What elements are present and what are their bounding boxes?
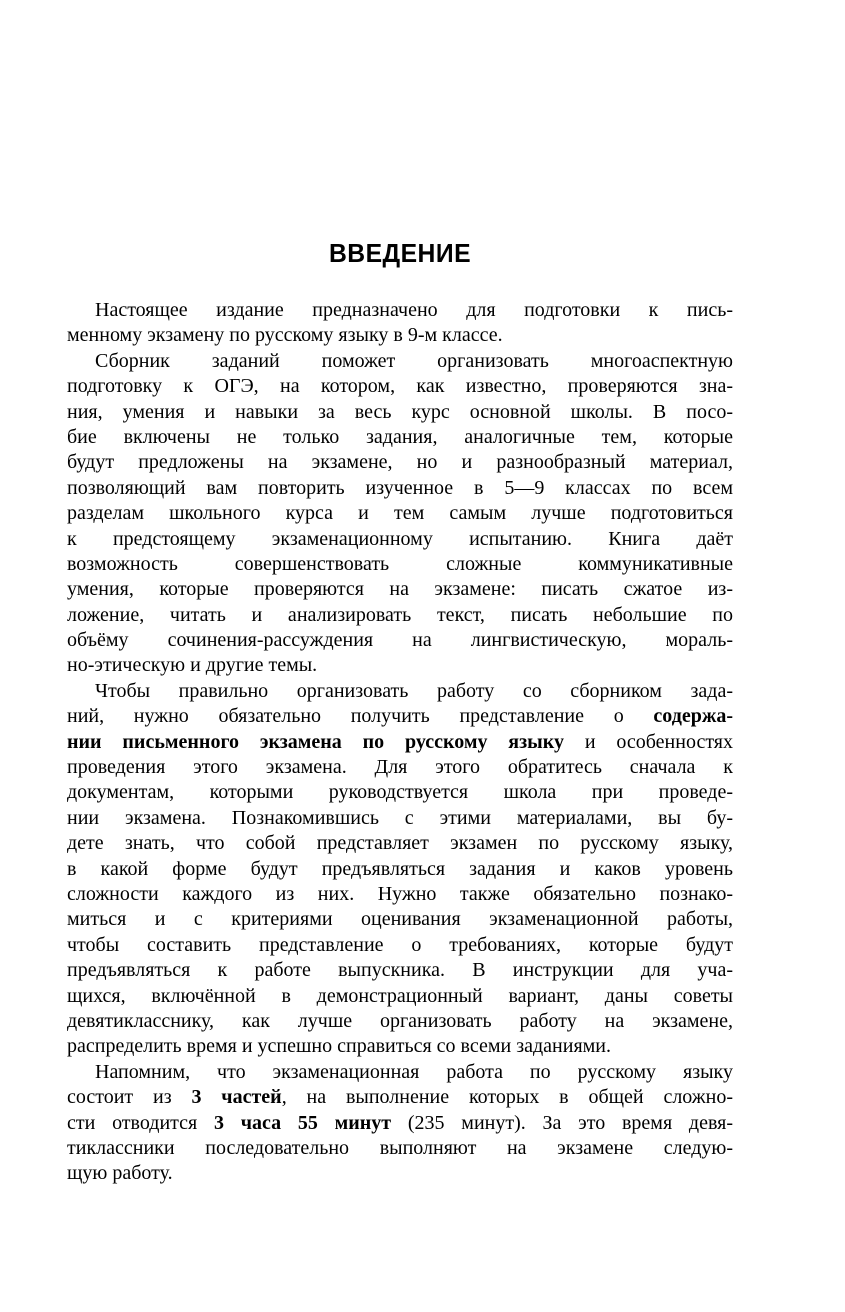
regular-text: позволяющий вам повторить изученное в 5—9 классах по всем xyxy=(67,476,733,499)
page-title: ВВЕДЕНИЕ xyxy=(328,238,472,268)
paragraph xyxy=(67,1060,733,1187)
text-line xyxy=(67,933,733,958)
text-line xyxy=(67,628,733,653)
regular-text: состоит из xyxy=(67,1086,192,1109)
body-text xyxy=(67,298,733,1187)
paragraph xyxy=(67,679,733,1060)
regular-text: миться и с критериями оценивания экзаменационной работы, xyxy=(67,908,733,931)
regular-text: распределить время и успешно справиться со всеми заданиями. xyxy=(67,1035,612,1058)
regular-text: сложности каждого из них. Нужно также обязательно познако- xyxy=(67,882,733,905)
bold-text: 3 часа 55 минут xyxy=(213,1111,392,1134)
text-line xyxy=(67,882,733,907)
regular-text: но-этическую и другие темы. xyxy=(67,654,318,677)
regular-text: дете знать, что собой представляет экзамен по русскому языку, xyxy=(67,832,733,855)
text-line xyxy=(67,806,733,831)
text-line xyxy=(67,730,733,755)
text-line xyxy=(67,552,733,577)
bold-text: содержа- xyxy=(653,705,733,728)
text-line xyxy=(67,603,733,628)
text-line xyxy=(67,1111,733,1136)
bold-text: 3 частей xyxy=(191,1086,282,1109)
regular-text: чтобы составить представление о требованиях, которые будут xyxy=(67,933,733,956)
regular-text: Чтобы правильно организовать работу со сборником зада- xyxy=(95,679,733,702)
bold-text: нии письменного экзамена по русскому языку xyxy=(67,730,565,753)
regular-text: , на выполнение которых в общей сложно- xyxy=(281,1086,733,1109)
text-line xyxy=(67,577,733,602)
regular-text: Настоящее издание предназначено для подготовки к пись- xyxy=(95,299,733,321)
text-line xyxy=(67,679,733,704)
text-line xyxy=(67,298,733,323)
text-line xyxy=(67,755,733,780)
regular-text: щихся, включённой в демонстрационный вариант, даны советы xyxy=(67,984,733,1007)
regular-text: Напомним, что экзаменационная работа по русскому языку xyxy=(95,1060,733,1083)
regular-text: менному экзамену по русскому языку в 9-м классе. xyxy=(67,324,503,347)
regular-text: и особенностях xyxy=(564,730,733,753)
regular-text: документам, которыми руководствуется школа при проведе- xyxy=(67,781,733,804)
text-line xyxy=(67,984,733,1009)
text-line xyxy=(67,1009,733,1034)
regular-text: Сборник заданий поможет организовать многоаспектную xyxy=(95,349,733,372)
text-line xyxy=(67,527,733,552)
regular-text: ний, нужно обязательно получить представление о xyxy=(67,705,654,728)
regular-text: сти отводится xyxy=(67,1111,214,1134)
text-line xyxy=(67,1161,733,1186)
regular-text: ложение, читать и анализировать текст, писать небольшие по xyxy=(67,603,733,626)
text-line xyxy=(67,476,733,501)
regular-text: возможность совершенствовать сложные коммуникативные xyxy=(67,552,733,575)
paragraph xyxy=(67,298,733,349)
text-line xyxy=(67,349,733,374)
text-line xyxy=(67,780,733,805)
text-line xyxy=(67,1060,733,1085)
text-line xyxy=(67,907,733,932)
regular-text: к предстоящему экзаменационному испытанию. Книга даёт xyxy=(67,527,733,550)
text-line xyxy=(67,704,733,729)
regular-text: умения, которые проверяются на экзамене: писать сжатое из- xyxy=(67,578,733,601)
text-line xyxy=(67,450,733,475)
text-line xyxy=(67,831,733,856)
text-line xyxy=(67,653,733,678)
text-line xyxy=(67,374,733,399)
text-line xyxy=(67,425,733,450)
paragraph xyxy=(67,349,733,679)
regular-text: нии экзамена. Познакомившись с этими материалами, вы бу- xyxy=(67,806,733,829)
regular-text: девятикласснику, как лучше организовать работу на экзамене, xyxy=(67,1009,733,1032)
regular-text: щую работу. xyxy=(67,1162,173,1185)
regular-text: (235 минут). За это время девя- xyxy=(391,1111,733,1134)
text-line xyxy=(67,1136,733,1161)
regular-text: ния, умения и навыки за весь курс основной школы. В посо- xyxy=(67,400,733,423)
regular-text: предъявляться к работе выпускника. В инструкции для уча- xyxy=(67,959,733,982)
regular-text: в какой форме будут предъявляться задания и каков уровень xyxy=(67,857,733,880)
text-line xyxy=(67,400,733,425)
regular-text: бие включены не только задания, аналогичные тем, которые xyxy=(67,425,733,448)
regular-text: проведения этого экзамена. Для этого обратитесь сначала к xyxy=(67,756,733,779)
text-line xyxy=(67,1085,733,1110)
regular-text: объёму сочинения-рассуждения на лингвистическую, мораль- xyxy=(67,629,733,652)
regular-text: тиклассники последовательно выполняют на экзамене следую- xyxy=(67,1136,733,1159)
text-line xyxy=(67,1034,733,1059)
regular-text: будут предложены на экзамене, но и разнообразный материал, xyxy=(67,451,733,474)
text-line xyxy=(67,857,733,882)
text-line xyxy=(67,958,733,983)
regular-text: разделам школьного курса и тем самым лучше подготовиться xyxy=(67,502,733,525)
text-line xyxy=(67,501,733,526)
regular-text: подготовку к ОГЭ, на котором, как известно, проверяются зна- xyxy=(67,375,733,398)
text-line xyxy=(67,323,733,348)
